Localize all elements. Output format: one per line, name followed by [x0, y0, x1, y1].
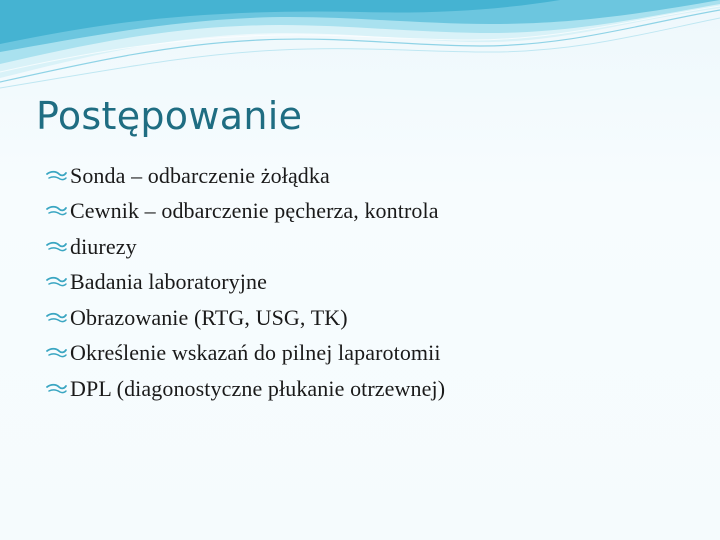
bullet-item: [44, 371, 445, 407]
wind-swirl-bullet-icon: [44, 201, 70, 221]
bullet-text: Określenie wskazań do pilnej laparotomii: [70, 340, 441, 366]
bullet-text: diurezy: [70, 233, 137, 259]
bullet-item: [44, 194, 445, 230]
slide-title: Postępowanie: [36, 94, 303, 138]
wind-swirl-bullet-icon: [44, 343, 70, 363]
bullet-text: Obrazowanie (RTG, USG, TK): [70, 304, 348, 330]
bullet-item: [44, 300, 445, 336]
header-wave-decoration: [0, 0, 720, 95]
bullet-item: [44, 229, 445, 265]
wind-swirl-bullet-icon: [44, 272, 70, 292]
bullet-text: DPL (diagonostyczne płukanie otrzewnej): [70, 375, 446, 401]
wind-swirl-bullet-icon: [44, 166, 70, 186]
bullet-list: [44, 158, 445, 407]
bullet-text: Sonda – odbarczenie żołądka: [70, 162, 330, 188]
bullet-item: [44, 265, 445, 301]
bullet-item: [44, 158, 445, 194]
bullet-text: Badania laboratoryjne: [70, 269, 267, 295]
wind-swirl-bullet-icon: [44, 237, 70, 257]
bullet-text: Cewnik – odbarczenie pęcherza, kontrola: [70, 198, 439, 224]
wind-swirl-bullet-icon: [44, 379, 70, 399]
bullet-item: [44, 336, 445, 372]
wind-swirl-bullet-icon: [44, 308, 70, 328]
